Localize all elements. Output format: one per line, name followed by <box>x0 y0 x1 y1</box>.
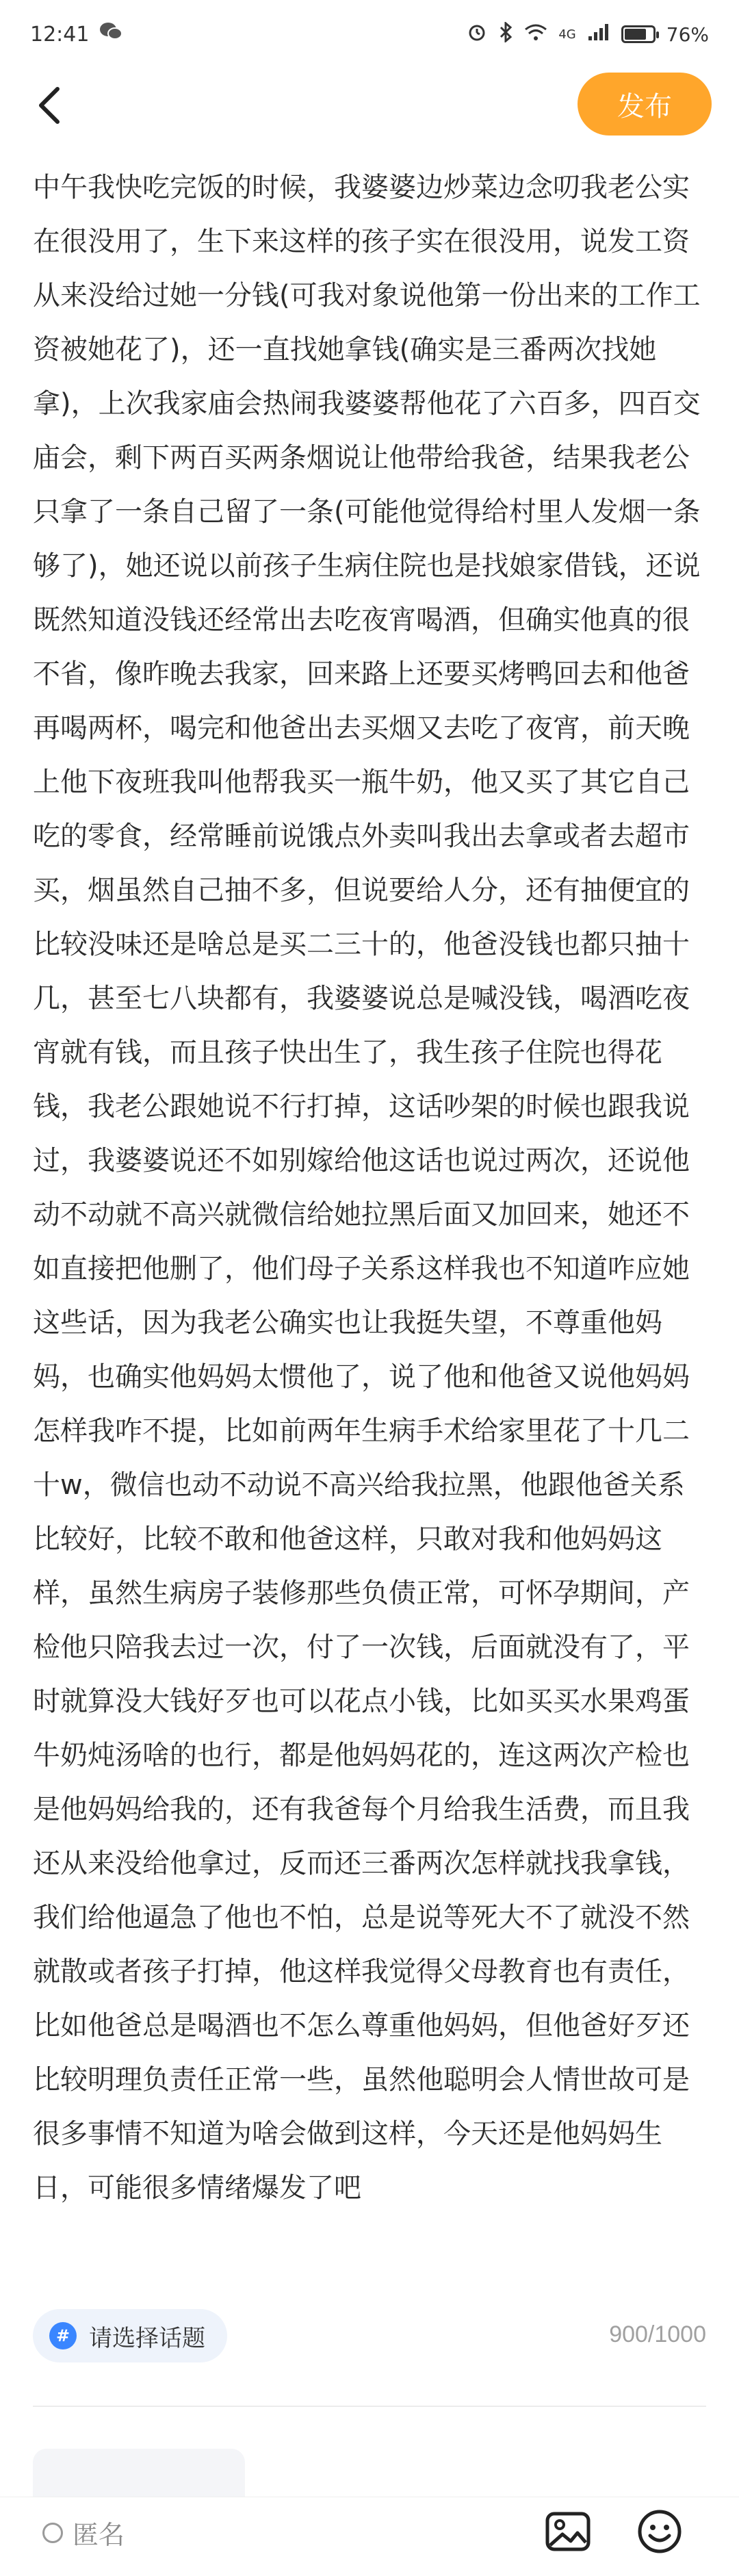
bluetooth-icon <box>498 22 513 47</box>
radio-circle-icon <box>42 2523 63 2543</box>
alarm-icon <box>467 22 487 47</box>
back-button[interactable] <box>27 83 71 127</box>
topic-label: 请选择话题 <box>89 2324 205 2352</box>
status-bar <box>0 0 739 68</box>
battery-icon <box>621 25 656 43</box>
insert-image-button[interactable] <box>545 2508 591 2555</box>
anonymous-toggle[interactable] <box>42 2514 125 2551</box>
topic-row <box>33 2309 706 2362</box>
image-icon <box>545 2508 591 2555</box>
publish-button[interactable]: 发布 <box>578 73 712 136</box>
post-content-textarea[interactable]: 中午我快吃完饭的时候，我婆婆边炒菜边念叨我老公实在很没用了，生下来这样的孩子实在很没用，说发工资从来没给过她一分钱(可我对象说他第一份出来的工作工资被她花了)，还一直找她拿钱(确实是三番两次找她拿)，上次我家庙会热闹我婆婆帮他花了六百多，四百交庙会，剩下两百买两条烟说让他带给我爸，结果我老公只拿了一条自己留了一条(可能他觉得给村里人发烟一条够了)，她还说以前孩子生病住院也是找娘家借钱，还说既然知道没钱还经常出去吃夜宵喝酒，但确实他真的很不省，像昨晚去我家，回来路上还要买烤鸭回去和他爸再喝两杯，喝完和他爸出去买烟又去吃了夜宵，前天晚上他下夜班我叫他帮我买一瓶牛奶，他又买了其它自己吃的零食，经常睡前说饿点外卖叫我出去拿或者去超市买，烟虽然自己抽不多，但说要给人分，还有抽便宜的比较没味还是啥总是买二三十的，他爸没钱也都只抽十几，甚至七八块都有，我婆婆说总是喊没钱，喝酒吃夜宵就有钱，而且孩子快出生了，我生孩子住院也得花钱，我老公跟她说不行打掉，这话吵架的时候也跟我说过，我婆婆说还不如别嫁给他这话也说过两次，还说他动不动就不高兴就微信给她拉黑后面又加回来，她还不如直接把他删了，他们母子关系这样我也不知道咋应她这些话，因为我老公确实也让我挺失望，不尊重他妈妈，也确实他妈妈太惯他了，说了他和他爸又说他妈妈怎样我咋不提，比如前两年生病手术给家里花了十几二十w，微信也动不动说不高兴给我拉黑，他跟他爸关系比较好，比较不敢和他爸这样，只敢对我和他妈妈这样，虽然生病房子装修那些负债正常，可怀孕期间，产检他只陪我去过一次，付了一次钱，后面就没有了，平时就算没大钱好歹也可以花点小钱，比如买买水果鸡蛋牛奶炖汤啥的也行，都是他妈妈花的，连这两次产检也是他妈妈给我的，还有我爸每个月给我生活费，而且我还从来没给他拿过，反而还三番两次怎样就找我拿钱，我们给他逼急了他也不怕，总是说等死大不了就没不然就散或者孩子打掉，他这样我觉得父母教育也有责任，比如他爸总是喝酒也不怎么尊重他妈妈，但他爸好歹还比较明理负责任正常一些，虽然他聪明会人情世故可是很多事情不知道为啥会做到这样，今天还是他妈妈生日，可能很多情绪爆发了吧 <box>33 172 701 2204</box>
anonymous-label: 匿名 <box>73 2520 125 2550</box>
divider <box>33 2406 706 2407</box>
bottom-toolbar <box>0 2497 739 2576</box>
signal-icon <box>587 23 610 47</box>
battery-percent: 76% <box>666 23 709 46</box>
status-right <box>467 22 709 47</box>
emoji-button[interactable] <box>636 2508 683 2555</box>
character-count: 900/1000 <box>609 2321 706 2347</box>
emoji-icon <box>636 2508 683 2555</box>
status-time: 12:41 <box>30 22 90 47</box>
media-attachment-placeholder[interactable] <box>33 2449 245 2503</box>
hashtag-icon: # <box>49 2322 77 2349</box>
chevron-left-icon <box>36 85 63 126</box>
status-left <box>30 21 123 47</box>
wifi-icon <box>524 23 547 47</box>
top-bar <box>0 68 739 144</box>
select-topic-button[interactable] <box>33 2309 227 2362</box>
network-type: 4G <box>558 27 576 42</box>
wechat-icon <box>99 21 123 47</box>
